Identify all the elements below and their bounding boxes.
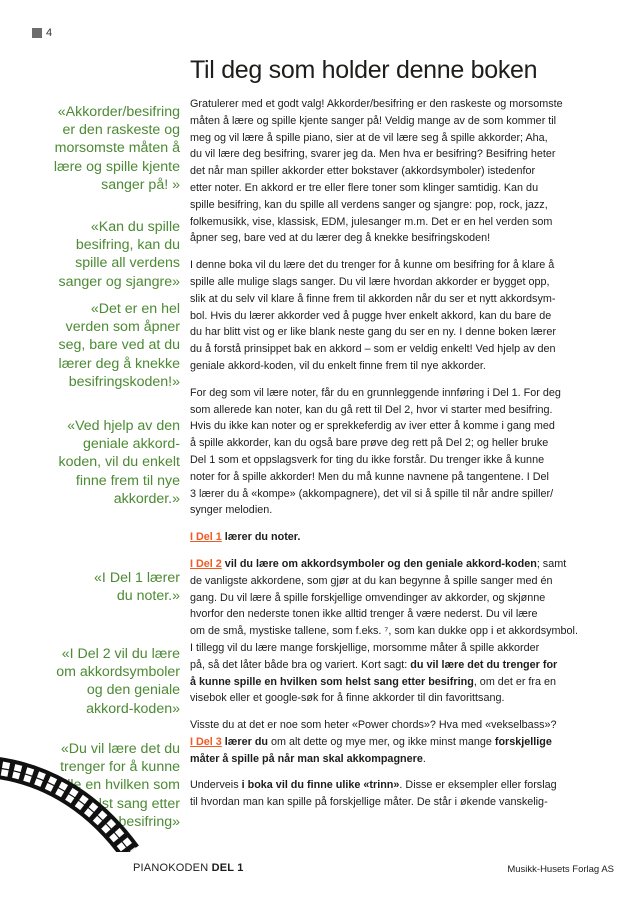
- pullquote-line: besifring, kan du: [75, 237, 180, 254]
- pullquote-2: [18, 218, 180, 291]
- page-number-text: 4: [46, 27, 53, 39]
- pullquote-line: sanger på! »: [101, 176, 180, 193]
- pullquote-line: geniale akkord-: [82, 436, 180, 453]
- piano-keys-illustration: [0, 742, 180, 852]
- pullquote-line: er den raskeste og: [62, 122, 180, 139]
- pullquote-line: morsomste måten å: [54, 140, 180, 157]
- del2-tag: I Del 2: [190, 557, 222, 570]
- pullquote-line: «Kan du spille: [90, 219, 180, 235]
- pullquote-line: besifring»: [118, 813, 180, 830]
- pullquote-line: lærer deg å knekke: [58, 355, 180, 372]
- footer-publisher: Musikk-Husets Forlag AS: [507, 864, 614, 875]
- pullquote-line: besifringskoden!»: [68, 373, 180, 390]
- pullquote-line: finne frem til nye: [75, 472, 180, 489]
- pullquote-line: sanger og sjangre»: [58, 273, 180, 290]
- pullquote-1: [18, 103, 180, 194]
- pullquote-line: seg, bare ved at du: [58, 337, 180, 354]
- pullquote-line: og den geniale: [86, 682, 180, 699]
- pullquote-line: helst sang etter: [82, 795, 180, 812]
- paragraph-del3: Visste du at det er noe som heter «Power chords»? Hva med «vekselbass»? I Del 3 lærer du om alt dette og mye mer, og ikke minst mange forskjellige måter å spille på når man skal akkompagnere.: [190, 719, 557, 765]
- pullquote-line: verden som åpner: [65, 319, 180, 336]
- pullquote-line: «Ved hjelp av den: [67, 418, 180, 434]
- pullquote-line: «I Del 2 vil du lære: [61, 646, 180, 662]
- pullquote-6: [18, 645, 180, 718]
- paragraph-notes: For deg som vil lære noter, får du en grunnleggende innføring i Del 1. For deg som allerede kan noter, kan du gå rett til Del 2, hvor vi starter med besifring. Hvis du ikke kan noter og er sprekkeferdig av iver etter å komme i gang med å spille akkorder, kan du også bare prøve deg rett på Del 2; og heller bruke Del 1 som et oppslagsverk for ting du ikke forstår. Du trenger ikke å kunne noter for å spille akkorder! Men du må kunne navnene på tangentene. I Del 3 lærer du å «kompe» (akkompagnere), det vil si å spille til når andre spiller/ synger melodien.: [190, 386, 561, 517]
- pullquote-line: «I Del 1 lærer: [94, 570, 180, 586]
- paragraph-intro: Gratulerer med et godt valg! Akkorder/besifring er den raskeste og morsomste måten å lære og spille kjente sanger på! Veldig mange av de som kommer til meg og vil lære å spille piano, sier at de vil lære seg å spille akkorder; Aha, du vil lære deg besifring, svarer jeg da. Men hva er besifring? Besifring heter det når man spiller akkorder etter bokstaver (akkordsymboler) istedenfor etter noter. En akkord er tre eller flere toner som klinger samtidig. Kan du spille besifring, kan du spille all verdens sanger og sjangre: pop, rock, jazz, folkemusikk, vise, klassisk, EDM, julesanger m.m. Det er en hel verden som åpner seg, bare ved at du lærer deg å knekke besifringskoden!: [190, 98, 563, 245]
- paragraph-chords: I denne boka vil du lære det du trenger for å kunne om besifring for å klare å spille alle mulige slags sanger. Du vil lære hvordan akkorder er bygget opp, slik at du selv vil klare å finne frem til akkorden når du ser et nytt akkordsym- bol. Hvis du lærer akkorder ved å pugge hver enkelt akkord, kan du bare de du har blitt vist og er like blank neste gang du ser en ny. I denne boken lærer du å forstå prinsippet bak en akkord – som er veldig enkelt! Ved hjelp av den geniale akkord-koden, vil du enkelt finne frem til nye akkorder.: [190, 259, 556, 372]
- pullquote-line: du noter.»: [116, 588, 180, 605]
- paragraph-steps: Underveis i boka vil du finne ulike «trinn». Disse er eksempler eller forslag til hvordan man kan spille på forskjellige måter. De står i økende vanskelig-: [190, 779, 557, 809]
- pullquote-line: «Du vil lære det du: [60, 741, 180, 757]
- pullquote-line: trenger for å kunne: [60, 759, 180, 776]
- page-number-marker: [32, 28, 42, 38]
- paragraph-del2: I Del 2 vil du lære om akkordsymboler og den geniale akkord-koden; samt de vanligste akkordene, som gjør at du kan begynne å spille sanger med én gang. Du vil lære å spille forskjellige omvendinger av akkorder, og skjønne hvorfor den nederste tonen ikke alltid trenger å være nederst. Du vil lære om de små, mystiske tallene, som f.eks. ⁷, som kan dukke opp i et akkordsymbol. I tillegg vil du lære mange forskjellige, morsomme måter å spille akkorder på, så det låter både bra og variert. Kort sagt: du vil lære det du trenger for å kunne spille en hvilken som helst sang etter besifring, om det er fra en visebok eller et google-søk for å finne akkorder til din favorittsang.: [190, 557, 578, 705]
- body-text: [190, 96, 612, 821]
- pullquote-line: om akkordsymboler: [56, 664, 180, 681]
- pullquote-line: spille en hvilken som: [49, 777, 180, 794]
- pullquote-line: «Akkorder/besifring: [57, 104, 180, 120]
- pullquote-line: koden, vil du enkelt: [58, 454, 180, 471]
- pullquote-line: lære og spille kjente: [53, 158, 180, 175]
- pullquote-5: [18, 569, 180, 605]
- del1-tag: I Del 1: [190, 531, 222, 544]
- pullquote-4: [18, 417, 180, 508]
- page-title: Til deg som holder denne boken: [190, 56, 538, 84]
- footer-book-title: PIANOKODEN DEL 1: [133, 862, 244, 874]
- pullquote-line: «Det er en hel: [90, 301, 180, 317]
- pullquote-line: akkord-koden»: [86, 700, 180, 717]
- pullquote-3: [18, 300, 180, 391]
- pullquote-line: spille all verdens: [75, 255, 180, 272]
- del3-tag: I Del 3: [190, 735, 222, 748]
- page-number: [32, 27, 52, 39]
- pullquote-line: akkorder.»: [113, 490, 180, 507]
- paragraph-del1: I Del 1 lærer du noter.: [190, 531, 301, 544]
